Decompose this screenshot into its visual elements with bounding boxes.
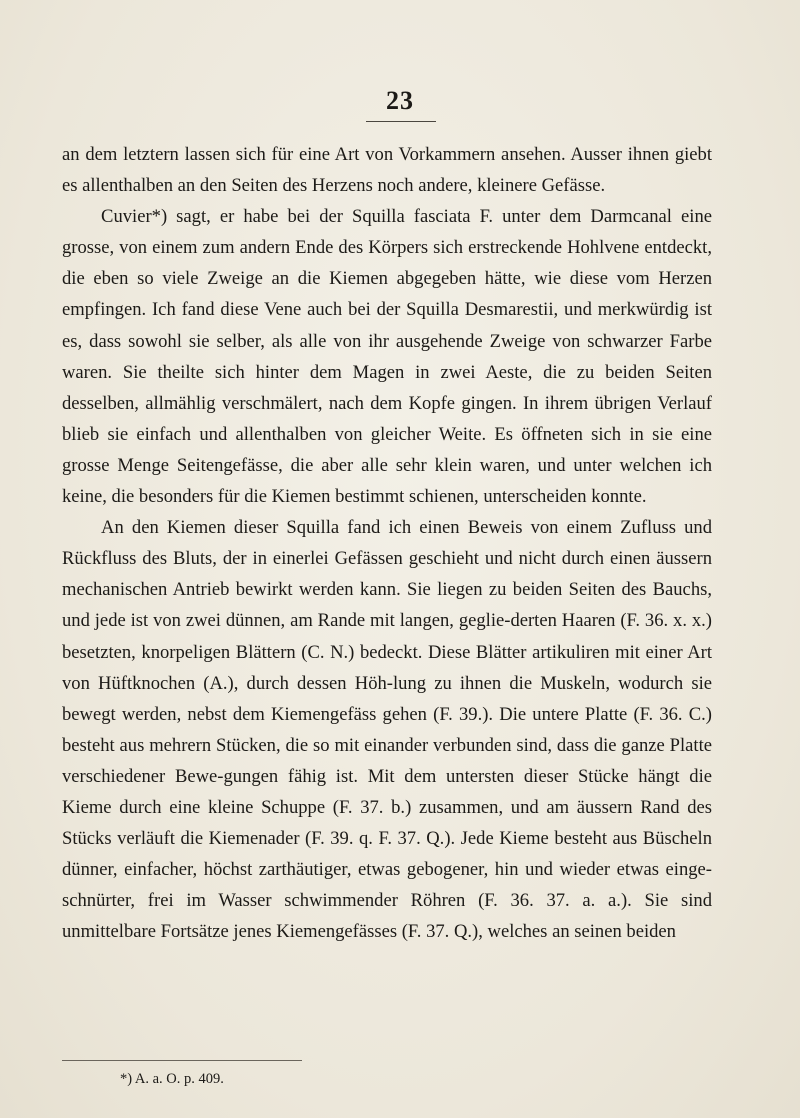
footnote-rule bbox=[62, 1060, 302, 1061]
page-number: 23 bbox=[386, 86, 414, 115]
header-rule bbox=[366, 121, 436, 122]
footnote: *) A. a. O. p. 409. bbox=[120, 1071, 224, 1087]
paragraph-2: Cuvier*) sagt, er habe bei der Squilla fasciata F. unter dem Darmcanal eine grosse, von einem zum andern Ende des Körpers sich erstreckende Hohlvene entdeckt, die eben so viele Zweige an die Kiemen abgegeben hätte, wie diese vom Herzen empfingen. Ich fand diese Vene auch bei der Squilla Desmarestii, und merkwürdig ist es, dass sowohl sie selber, als alle von ihr ausgehende Zweige von schwarzer Farbe waren. Sie theilte sich hinter dem Magen in zwei Aeste, die zu beiden Seiten desselben, allmählig verschmälert, nach dem Kopfe gingen. In ihrem übrigen Verlauf blieb sie einfach und allenthalben von gleicher Weite. Es öffneten sich in sie eine grosse Menge Seitengefässe, die aber alle sehr klein waren, und unter welchen ich keine, die besonders für die Kiemen bestimmt schienen, unterscheiden konnte. bbox=[62, 206, 712, 508]
paragraph-3: An den Kiemen dieser Squilla fand ich einen Beweis von einem Zufluss und Rückfluss des Bluts, der in einerlei Gefässen geschieht und nicht durch einen äussern mechanischen Antrieb bewirkt werden kann. Sie liegen zu beiden Seiten des Bauchs, und jede ist von zwei dünnen, am Rande mit langen, geglie-derten Haaren (F. 36. x. x.) besetzten, knorpeligen Blättern (C. N.) bedeckt. Diese Blätter artikuliren mit einer Art von Hüftknochen (A.), durch dessen Höh-lung zu ihnen die Muskeln, wodurch sie bewegt werden, nebst dem Kiemengefäss gehen (F. 39.). Die untere Platte (F. 36. C.) besteht aus mehrern Stücken, die so mit einander verbunden sind, dass die ganze Platte verschiedener Bewe-gungen fähig ist. Mit dem untersten dieser Stücke hängt die Kieme durch eine kleine Schuppe (F. 37. b.) zusammen, und am äussern Rand des Stücks verläuft die Kiemenader (F. 39. q. F. 37. Q.). Jede Kieme besteht aus Büscheln dünner, einfacher, höchst zarthäutiger, etwas gebogener, hin und wieder etwas einge-schnürter, frei im Wasser schwimmender Röhren (F. 36. 37. a. a.). Sie sind unmittelbare Fortsätze jenes Kiemengefässes (F. 37. Q.), welches an seinen beiden bbox=[62, 517, 712, 943]
paragraph-1: an dem letztern lassen sich für eine Art von Vorkammern ansehen. Ausser ihnen giebt es allenthalben an den Seiten des Herzens noch andere, kleinere Gefässe. bbox=[62, 144, 712, 197]
body-text bbox=[62, 139, 712, 947]
